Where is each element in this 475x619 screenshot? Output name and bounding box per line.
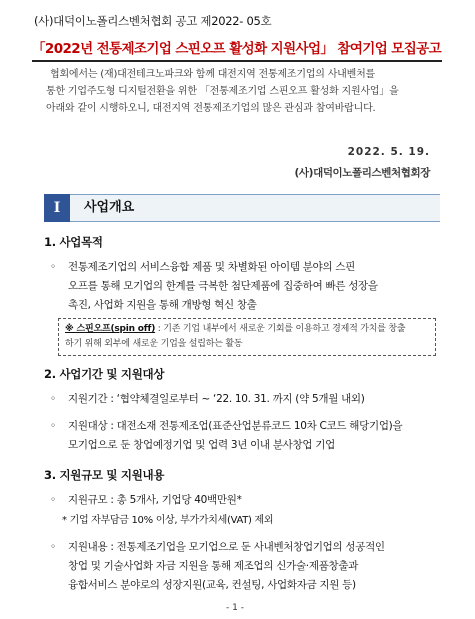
bullet-mark: ◦ [50, 393, 56, 405]
target-bullet [50, 417, 440, 457]
bullet-mark: ◦ [50, 494, 56, 506]
period-bullet [50, 390, 440, 410]
intro-line: 아래와 같이 시행하오니, 대전지역 전통제조기업의 많은 관심과 참여바랍니다. [46, 103, 376, 114]
content-text [68, 538, 385, 595]
content-line: 융합서비스 분야로의 성장지원(교육, 컨설팅, 사업화자금 지원 등) [68, 579, 356, 591]
spinoff-definition-note [58, 318, 436, 356]
target-line: 모기업으로 둔 창업예정기업 및 업력 3년 이내 분사창업 기업 [68, 439, 335, 451]
purpose-line: 오프를 통해 모기업의 한계를 극복한 첨단제품에 집중하여 빠른 성장을 [68, 280, 378, 292]
page-number: - 1 - [226, 603, 244, 613]
note-definition: : 기존 기업 내부에서 새로운 기회를 이용하고 경제적 가치를 창출 [155, 324, 406, 334]
scale-footnote: * 기업 자부담금 10% 이상, 부가가치세(VAT) 제외 [62, 515, 274, 526]
scale-text: 지원규모 : 총 5개사, 기업당 40백만원* [68, 494, 242, 506]
title-block [32, 37, 442, 62]
section-title: 사업개요 [70, 194, 440, 222]
purpose-line: 촉진, 사업화 지원을 통해 개방형 혁신 창출 [68, 299, 257, 311]
purpose-bullet [50, 258, 440, 318]
page-title: 「2022년 전통제조기업 스핀오프 활성화 지원사업」 참여기업 모집공고 [32, 41, 442, 57]
bullet-mark: ◦ [50, 261, 56, 273]
note-line [65, 322, 429, 337]
heading-period: 2. 사업기간 및 지원대상 [44, 367, 165, 381]
issuing-organization: (사)대덕이노폴리스벤처협회장 [294, 167, 430, 179]
purpose-line: 전통제조기업의 서비스융합 제품 및 차별화된 아이템 분야의 스핀 [68, 261, 356, 273]
content-line: 창업 및 기술사업화 자금 지원을 통해 제조업의 신가술·제품창출과 [68, 560, 359, 572]
content-bullet [50, 538, 440, 598]
intro-paragraph [46, 66, 442, 117]
intro-line: 통한 기업주도형 디지털전환을 위한 「전통제조기업 스핀오프 활성화 지원사업」을 [46, 86, 399, 97]
scale-bullet [50, 491, 440, 511]
bullet-mark: ◦ [50, 541, 56, 553]
heading-purpose: 1. 사업목적 [44, 235, 103, 249]
note-term: ※ 스핀오프(spin off) [65, 324, 156, 334]
content-line: 지원내용 : 전통제조기업을 모기업으로 둔 사내벤처창업기업의 성공적인 [68, 541, 385, 553]
period-text: 지원기간 : ‘협약체결일로부터 ~ ‘22. 10. 31. 까지 (약 5개월 내외) [68, 393, 365, 405]
announcement-date: 2022. 5. 19. [347, 146, 430, 158]
target-line: 지원대상 : 대전소재 전통제조업(표준산업분류코드 10차 C코드 해당기업)을 [68, 420, 403, 432]
notice-number: (사)대덕이노폴리스벤처협회 공고 제2022- 05호 [34, 14, 272, 28]
bullet-mark: ◦ [50, 420, 56, 432]
intro-line: 협회에서는 (재)대전테크노파크와 함께 대전지역 전통제조기업의 사내벤처를 [50, 69, 376, 80]
purpose-text [68, 258, 378, 315]
heading-scale: 3. 지원규모 및 지원내용 [44, 468, 165, 482]
section-header [44, 194, 440, 222]
target-text [68, 417, 402, 455]
note-line: 하기 위해 외부에 새로운 기업을 설립하는 활동 [65, 339, 243, 349]
section-number: I [44, 194, 70, 222]
